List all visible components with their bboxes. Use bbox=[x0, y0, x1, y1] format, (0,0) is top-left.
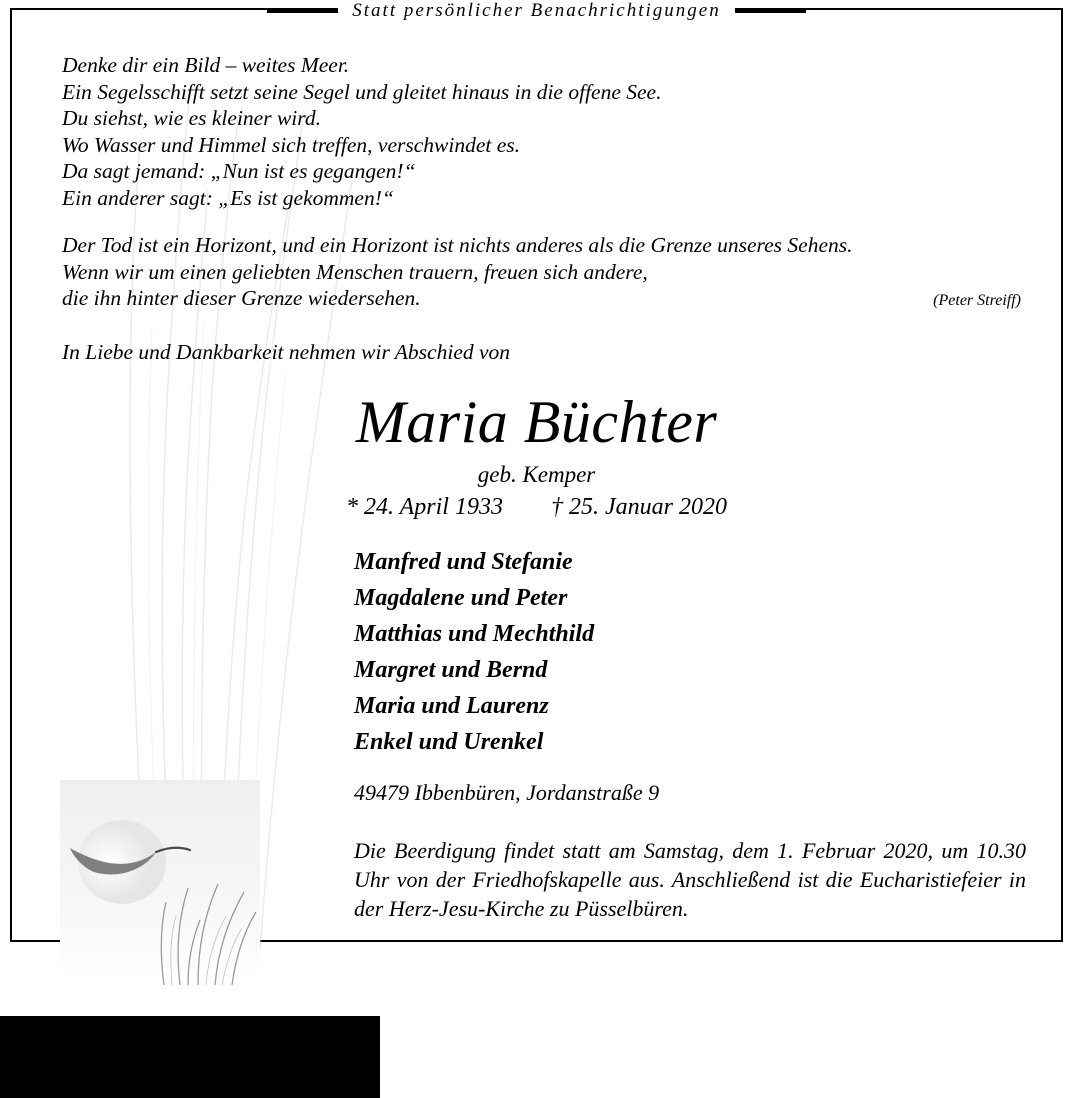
deceased-maiden-name: geb. Kemper bbox=[477, 462, 596, 487]
mourners-list bbox=[354, 544, 594, 760]
list-item: Enkel und Urenkel bbox=[354, 729, 544, 755]
poem-stanza-1 bbox=[62, 52, 1032, 211]
poem-attribution: (Peter Streiff) bbox=[933, 292, 1021, 309]
header-rule-left bbox=[267, 10, 338, 13]
poem-line: Ein anderer sagt: „Es ist gekommen!“ bbox=[62, 185, 394, 210]
poem-line: Ein Segelsschifft setzt seine Segel und gleitet hinaus in die offene See. bbox=[62, 79, 662, 104]
header-caption: Statt persönlicher Benachrichtigungen bbox=[338, 0, 734, 22]
family-address: 49479 Ibbenbüren, Jordanstraße 9 bbox=[354, 780, 660, 805]
header-rule-right bbox=[735, 10, 806, 13]
bird-over-water-image bbox=[60, 780, 260, 985]
poem-line: Wenn wir um einen geliebten Menschen trauern, freuen sich andere, bbox=[62, 259, 648, 284]
poem-line: die ihn hinter dieser Grenze wiedersehen. bbox=[62, 286, 421, 310]
list-item: Margret und Bernd bbox=[354, 657, 548, 683]
deceased-dates: * 24. April 1933 † 25. Januar 2020 bbox=[346, 494, 727, 520]
list-item: Maria und Laurenz bbox=[354, 693, 549, 719]
deceased-name: Maria Büchter bbox=[355, 389, 718, 455]
funeral-details: Die Beerdigung findet statt am Samstag, dem 1. Februar 2020, um 10.30 Uhr von der Friedhofskapelle aus. Anschließend ist die Eucharistiefeier in der Herz-Jesu-Kirche zu Püsselbüren. bbox=[354, 838, 1026, 921]
poem-line: Wo Wasser und Himmel sich treffen, verschwindet es. bbox=[62, 132, 521, 157]
header-band bbox=[12, 0, 1061, 22]
list-item: Magdalene und Peter bbox=[354, 585, 568, 611]
poem-line: Da sagt jemand: „Nun ist es gegangen!“ bbox=[62, 159, 416, 183]
poem-stanza-2 bbox=[62, 232, 1032, 312]
poem-line: Du siehst, wie es kleiner wird. bbox=[62, 106, 321, 130]
poem-line: Denke dir ein Bild – weites Meer. bbox=[62, 53, 350, 77]
list-item: Matthias und Mechthild bbox=[354, 621, 595, 647]
poem-line: Der Tod ist ein Horizont, und ein Horizont ist nichts anderes als die Grenze unseres Sehens. bbox=[62, 233, 853, 257]
list-item: Manfred und Stefanie bbox=[354, 549, 573, 575]
farewell-intro: In Liebe und Dankbarkeit nehmen wir Abschied von bbox=[62, 340, 511, 364]
black-bar-footer bbox=[0, 1016, 380, 1098]
memorial-photo bbox=[60, 780, 260, 985]
